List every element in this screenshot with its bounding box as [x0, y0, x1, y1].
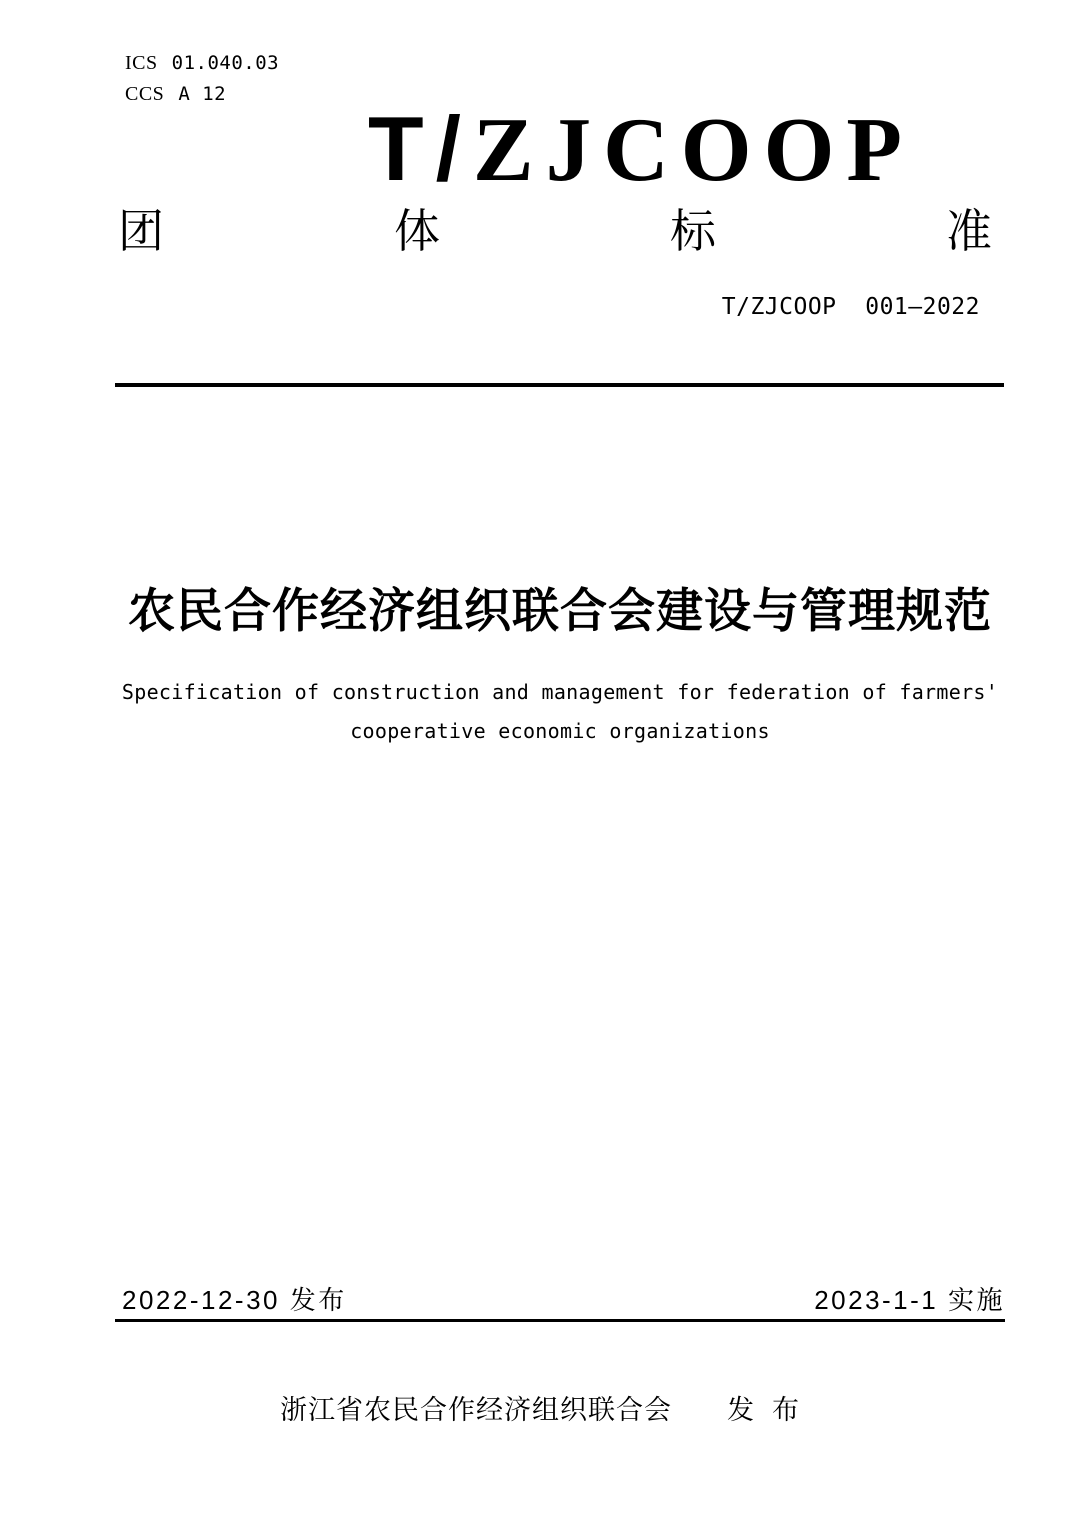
ccs-value: A 12 — [178, 83, 227, 105]
standard-type-char: 准 — [946, 205, 992, 257]
document-title-en — [115, 673, 1005, 751]
standard-type-row — [118, 206, 992, 257]
ccs-label: CCS — [125, 83, 165, 105]
publisher-line — [0, 1388, 1080, 1427]
logo-body: ZJCOOP — [472, 99, 914, 200]
ics-value: 01.040.03 — [171, 52, 280, 74]
logo-prefix: T/ — [368, 99, 473, 200]
implement-date: 2023-1-1 实施 — [814, 1285, 1005, 1315]
dates-row — [122, 1280, 1005, 1317]
standard-type-char: 体 — [394, 205, 440, 257]
publisher-name: 浙江省农民合作经济组织联合会 — [279, 1395, 672, 1425]
standard-number: T/ZJCOOP 001—2022 — [721, 294, 980, 320]
document-title-en-line2: cooperative economic organizations — [350, 718, 770, 743]
standard-type-char: 标 — [670, 205, 716, 257]
title-block — [115, 582, 1005, 751]
ics-line — [125, 48, 279, 79]
header-rule — [115, 383, 1004, 387]
document-title-zh: 农民合作经济组织联合会建设与管理规范 — [128, 584, 992, 637]
publish-action: 发 布 — [726, 1395, 800, 1425]
ccs-line — [125, 79, 279, 110]
standard-type-char: 团 — [118, 205, 164, 257]
footer-rule — [115, 1319, 1005, 1322]
classification-codes — [125, 48, 279, 110]
issue-date: 2022-12-30 发布 — [122, 1285, 347, 1315]
document-title-en-line1: Specification of construction and management for federation of farmers' — [121, 679, 999, 704]
ics-label: ICS — [125, 52, 158, 74]
standard-logo — [368, 100, 914, 200]
